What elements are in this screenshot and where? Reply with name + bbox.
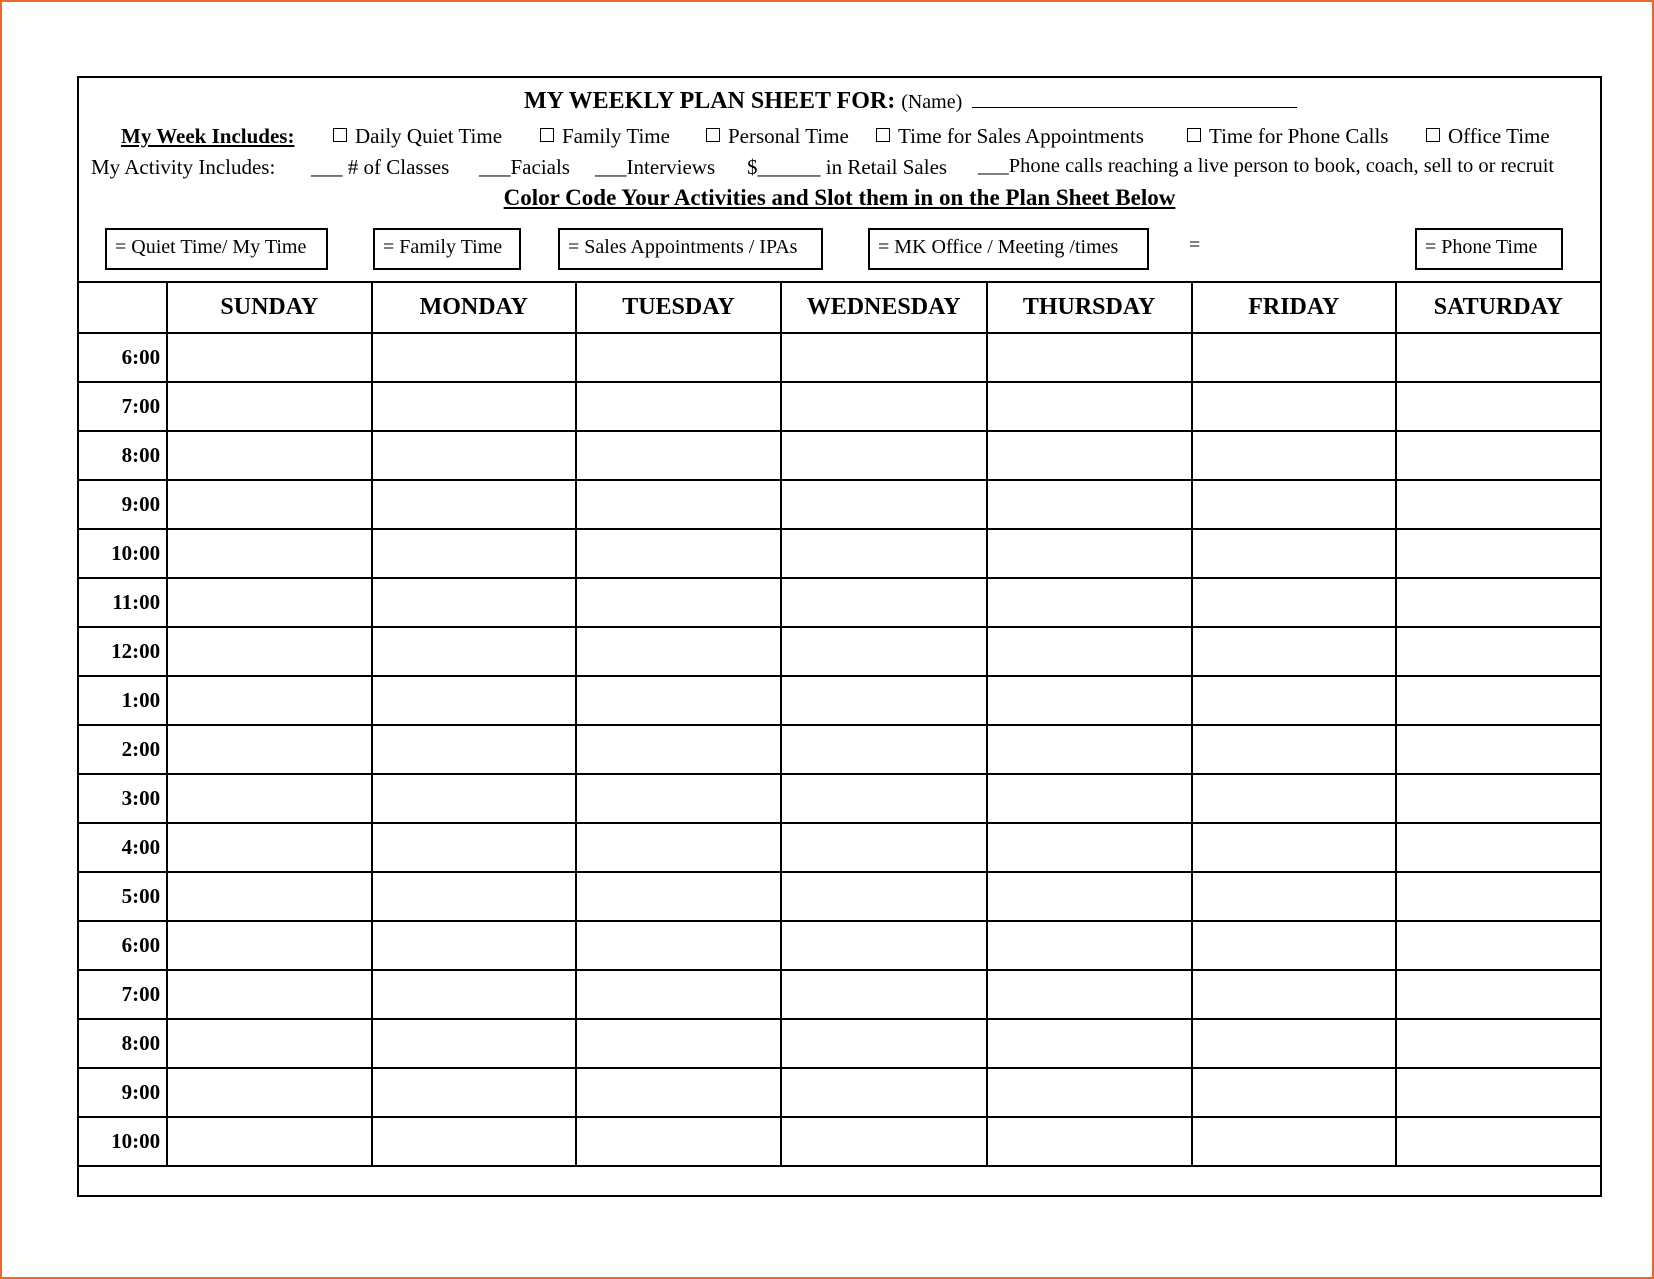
plan-slot[interactable] bbox=[372, 725, 577, 774]
activity-interviews[interactable]: ___Interviews bbox=[595, 155, 716, 179]
color-code-heading: Color Code Your Activities and Slot them in on the Plan Sheet Below bbox=[503, 185, 1176, 210]
plan-slot[interactable] bbox=[781, 578, 987, 627]
legend-sales-appointments[interactable]: = Sales Appointments / IPAs bbox=[558, 228, 823, 270]
plan-slot[interactable] bbox=[781, 725, 987, 774]
plan-slot[interactable] bbox=[167, 676, 371, 725]
day-header: SATURDAY bbox=[1396, 282, 1601, 333]
plan-slot[interactable] bbox=[372, 921, 577, 970]
plan-slot[interactable] bbox=[1192, 921, 1396, 970]
plan-slot[interactable] bbox=[167, 333, 371, 382]
plan-slot[interactable] bbox=[372, 529, 577, 578]
activity-phone-calls[interactable]: ___Phone calls reaching a live person to book, coach, sell to or recruit bbox=[978, 155, 1555, 177]
day-header: WEDNESDAY bbox=[781, 282, 987, 333]
plan-slot[interactable] bbox=[1192, 676, 1396, 725]
plan-slot[interactable] bbox=[987, 774, 1192, 823]
plan-slot[interactable] bbox=[1192, 970, 1396, 1019]
option-daily-quiet-time[interactable]: Daily Quiet Time bbox=[333, 124, 502, 149]
plan-slot[interactable] bbox=[167, 725, 371, 774]
week-includes-label: My Week Includes: bbox=[121, 124, 295, 148]
plan-slot[interactable] bbox=[781, 823, 987, 872]
activity-classes[interactable]: ___ # of Classes bbox=[311, 155, 450, 179]
plan-slot[interactable] bbox=[372, 676, 577, 725]
plan-slot[interactable] bbox=[372, 1117, 577, 1166]
plan-slot[interactable] bbox=[372, 333, 577, 382]
plan-slot[interactable] bbox=[576, 529, 781, 578]
time-label: 3:00 bbox=[78, 774, 167, 823]
plan-slot[interactable] bbox=[167, 382, 371, 431]
plan-slot[interactable] bbox=[372, 627, 577, 676]
option-family-time[interactable]: Family Time bbox=[540, 124, 670, 149]
option-personal-time[interactable]: Personal Time bbox=[706, 124, 849, 149]
plan-slot[interactable] bbox=[1192, 578, 1396, 627]
time-row bbox=[78, 578, 1601, 627]
plan-slot[interactable] bbox=[372, 774, 577, 823]
plan-slot[interactable] bbox=[576, 480, 781, 529]
plan-slot[interactable] bbox=[987, 1068, 1192, 1117]
plan-slot[interactable] bbox=[1192, 333, 1396, 382]
plan-slot[interactable] bbox=[1192, 823, 1396, 872]
sheet-title bbox=[524, 88, 1297, 115]
name-label: (Name) bbox=[901, 91, 963, 113]
plan-slot[interactable] bbox=[987, 431, 1192, 480]
plan-slot[interactable] bbox=[167, 578, 371, 627]
plan-slot[interactable] bbox=[576, 382, 781, 431]
day-header-row bbox=[78, 282, 1601, 333]
time-label: 11:00 bbox=[78, 578, 167, 627]
plan-slot[interactable] bbox=[167, 970, 371, 1019]
activity-includes-label: My Activity Includes: bbox=[91, 155, 276, 179]
plan-slot[interactable] bbox=[167, 1068, 371, 1117]
plan-slot[interactable] bbox=[576, 333, 781, 382]
plan-slot[interactable] bbox=[987, 725, 1192, 774]
time-label: 8:00 bbox=[78, 431, 167, 480]
plan-slot[interactable] bbox=[987, 382, 1192, 431]
day-header: MONDAY bbox=[372, 282, 577, 333]
plan-slot[interactable] bbox=[576, 676, 781, 725]
plan-slot[interactable] bbox=[372, 382, 577, 431]
plan-slot[interactable] bbox=[372, 872, 577, 921]
day-header: SUNDAY bbox=[167, 282, 371, 333]
plan-slot[interactable] bbox=[1192, 774, 1396, 823]
plan-slot[interactable] bbox=[576, 774, 781, 823]
plan-slot[interactable] bbox=[987, 676, 1192, 725]
plan-slot[interactable] bbox=[576, 970, 781, 1019]
plan-slot[interactable] bbox=[781, 480, 987, 529]
plan-slot[interactable] bbox=[167, 1117, 371, 1166]
plan-slot[interactable] bbox=[1192, 431, 1396, 480]
option-office-time[interactable]: Office Time bbox=[1426, 124, 1550, 149]
legend-blank[interactable]: = bbox=[1189, 234, 1201, 256]
plan-slot[interactable] bbox=[781, 382, 987, 431]
plan-slot[interactable] bbox=[987, 1117, 1192, 1166]
option-sales-appointments[interactable]: Time for Sales Appointments bbox=[876, 124, 1144, 149]
plan-slot[interactable] bbox=[781, 921, 987, 970]
plan-slot[interactable] bbox=[167, 529, 371, 578]
checkbox-icon[interactable] bbox=[706, 128, 720, 142]
plan-slot[interactable] bbox=[576, 725, 781, 774]
time-label: 10:00 bbox=[78, 1117, 167, 1166]
plan-slot[interactable] bbox=[1396, 480, 1601, 529]
plan-slot[interactable] bbox=[372, 970, 577, 1019]
plan-slot[interactable] bbox=[987, 578, 1192, 627]
plan-slot[interactable] bbox=[372, 823, 577, 872]
weekly-plan-sheet bbox=[77, 76, 1602, 1197]
option-phone-calls[interactable]: Time for Phone Calls bbox=[1187, 124, 1388, 149]
plan-slot[interactable] bbox=[781, 970, 987, 1019]
plan-slot[interactable] bbox=[1396, 872, 1601, 921]
plan-slot[interactable] bbox=[1396, 578, 1601, 627]
plan-slot[interactable] bbox=[372, 431, 577, 480]
plan-grid bbox=[77, 281, 1602, 1167]
plan-slot[interactable] bbox=[1192, 480, 1396, 529]
legend-mk-office[interactable]: = MK Office / Meeting /times bbox=[868, 228, 1149, 270]
plan-slot[interactable] bbox=[1396, 529, 1601, 578]
plan-slot[interactable] bbox=[987, 627, 1192, 676]
plan-slot[interactable] bbox=[576, 823, 781, 872]
time-row bbox=[78, 431, 1601, 480]
plan-slot[interactable] bbox=[1396, 333, 1601, 382]
time-row bbox=[78, 529, 1601, 578]
checkbox-icon[interactable] bbox=[876, 128, 890, 142]
time-label: 8:00 bbox=[78, 1019, 167, 1068]
plan-slot[interactable] bbox=[1396, 823, 1601, 872]
checkbox-icon[interactable] bbox=[1187, 128, 1201, 142]
plan-slot[interactable] bbox=[781, 529, 987, 578]
plan-slot[interactable] bbox=[167, 774, 371, 823]
time-row bbox=[78, 725, 1601, 774]
plan-slot[interactable] bbox=[1396, 970, 1601, 1019]
plan-slot[interactable] bbox=[1396, 1068, 1601, 1117]
day-header: TUESDAY bbox=[576, 282, 781, 333]
time-label: 12:00 bbox=[78, 627, 167, 676]
time-row bbox=[78, 921, 1601, 970]
plan-slot[interactable] bbox=[987, 970, 1192, 1019]
plan-slot[interactable] bbox=[576, 1117, 781, 1166]
plan-slot[interactable] bbox=[987, 921, 1192, 970]
plan-slot[interactable] bbox=[1396, 382, 1601, 431]
title-text: MY WEEKLY PLAN SHEET FOR: bbox=[524, 88, 896, 114]
plan-slot[interactable] bbox=[167, 627, 371, 676]
checkbox-icon[interactable] bbox=[1426, 128, 1440, 142]
plan-slot[interactable] bbox=[372, 1019, 577, 1068]
plan-slot[interactable] bbox=[372, 1068, 577, 1117]
time-row bbox=[78, 480, 1601, 529]
plan-slot[interactable] bbox=[1192, 627, 1396, 676]
plan-slot[interactable] bbox=[1192, 1068, 1396, 1117]
plan-slot[interactable] bbox=[781, 627, 987, 676]
plan-slot[interactable] bbox=[167, 872, 371, 921]
plan-slot[interactable] bbox=[781, 333, 987, 382]
time-row bbox=[78, 774, 1601, 823]
time-row bbox=[78, 872, 1601, 921]
time-label: 7:00 bbox=[78, 382, 167, 431]
plan-slot[interactable] bbox=[987, 529, 1192, 578]
plan-slot[interactable] bbox=[1396, 725, 1601, 774]
corner-cell bbox=[78, 282, 167, 333]
plan-slot[interactable] bbox=[1396, 1117, 1601, 1166]
plan-slot[interactable] bbox=[1396, 1019, 1601, 1068]
plan-slot[interactable] bbox=[1192, 382, 1396, 431]
plan-slot[interactable] bbox=[576, 1019, 781, 1068]
time-row bbox=[78, 676, 1601, 725]
plan-slot[interactable] bbox=[167, 921, 371, 970]
checkbox-icon[interactable] bbox=[540, 128, 554, 142]
time-label: 6:00 bbox=[78, 333, 167, 382]
time-label: 2:00 bbox=[78, 725, 167, 774]
plan-slot[interactable] bbox=[1192, 529, 1396, 578]
plan-slot[interactable] bbox=[781, 1019, 987, 1068]
plan-slot[interactable] bbox=[167, 480, 371, 529]
plan-slot[interactable] bbox=[781, 1117, 987, 1166]
plan-slot[interactable] bbox=[1192, 1117, 1396, 1166]
time-row bbox=[78, 1068, 1601, 1117]
plan-slot[interactable] bbox=[372, 480, 577, 529]
plan-slot[interactable] bbox=[576, 578, 781, 627]
legend-family-time[interactable]: = Family Time bbox=[373, 228, 521, 270]
plan-slot[interactable] bbox=[372, 578, 577, 627]
day-header: THURSDAY bbox=[987, 282, 1192, 333]
time-label: 5:00 bbox=[78, 872, 167, 921]
plan-slot[interactable] bbox=[576, 431, 781, 480]
name-field[interactable] bbox=[972, 89, 1297, 108]
plan-slot[interactable] bbox=[987, 1019, 1192, 1068]
plan-slot[interactable] bbox=[576, 872, 781, 921]
time-row bbox=[78, 1117, 1601, 1166]
plan-slot[interactable] bbox=[1192, 725, 1396, 774]
time-label: 4:00 bbox=[78, 823, 167, 872]
time-label: 9:00 bbox=[78, 480, 167, 529]
time-label: 10:00 bbox=[78, 529, 167, 578]
time-row bbox=[78, 1019, 1601, 1068]
plan-slot[interactable] bbox=[167, 431, 371, 480]
checkbox-icon[interactable] bbox=[333, 128, 347, 142]
day-header: FRIDAY bbox=[1192, 282, 1396, 333]
plan-slot[interactable] bbox=[576, 1068, 781, 1117]
plan-slot[interactable] bbox=[576, 921, 781, 970]
plan-slot[interactable] bbox=[1396, 627, 1601, 676]
plan-slot[interactable] bbox=[987, 480, 1192, 529]
time-row bbox=[78, 970, 1601, 1019]
time-label: 1:00 bbox=[78, 676, 167, 725]
plan-slot[interactable] bbox=[781, 431, 987, 480]
plan-slot[interactable] bbox=[781, 872, 987, 921]
activity-retail-sales[interactable]: $______ in Retail Sales bbox=[747, 155, 948, 179]
plan-slot[interactable] bbox=[987, 872, 1192, 921]
plan-slot[interactable] bbox=[1192, 1019, 1396, 1068]
plan-slot[interactable] bbox=[781, 774, 987, 823]
plan-slot[interactable] bbox=[781, 1068, 987, 1117]
plan-slot[interactable] bbox=[1396, 774, 1601, 823]
plan-slot[interactable] bbox=[987, 333, 1192, 382]
time-row bbox=[78, 627, 1601, 676]
time-label: 7:00 bbox=[78, 970, 167, 1019]
time-label: 9:00 bbox=[78, 1068, 167, 1117]
legend-quiet-time[interactable]: = Quiet Time/ My Time bbox=[105, 228, 328, 270]
plan-slot[interactable] bbox=[167, 1019, 371, 1068]
plan-slot[interactable] bbox=[167, 823, 371, 872]
plan-slot[interactable] bbox=[987, 823, 1192, 872]
plan-slot[interactable] bbox=[1192, 872, 1396, 921]
time-label: 6:00 bbox=[78, 921, 167, 970]
legend-phone-time[interactable]: = Phone Time bbox=[1415, 228, 1563, 270]
plan-slot[interactable] bbox=[781, 676, 987, 725]
plan-slot[interactable] bbox=[1396, 676, 1601, 725]
time-row bbox=[78, 382, 1601, 431]
plan-slot[interactable] bbox=[1396, 921, 1601, 970]
plan-slot[interactable] bbox=[1396, 431, 1601, 480]
plan-slot[interactable] bbox=[576, 627, 781, 676]
time-row bbox=[78, 823, 1601, 872]
activity-facials[interactable]: ___Facials bbox=[479, 155, 570, 179]
time-row bbox=[78, 333, 1601, 382]
